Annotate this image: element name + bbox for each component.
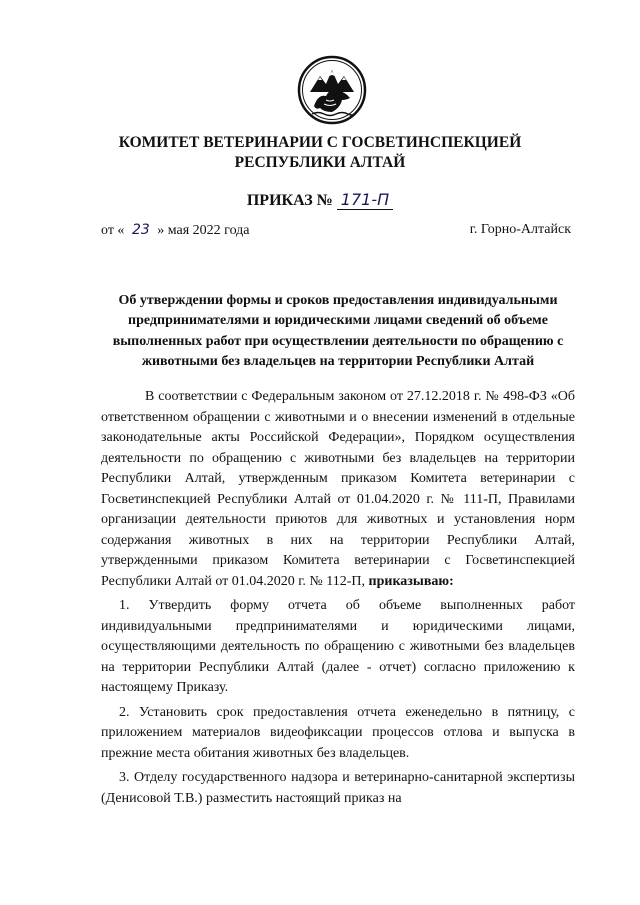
coat-of-arms-emblem [296, 54, 368, 126]
org-name-line-1: КОМИТЕТ ВЕТЕРИНАРИИ С ГОСВЕТИНСПЕКЦИЕЙ [118, 134, 522, 151]
order-item-1: 1. Утвердить форму отчета об объеме выполненных работ индивидуальными предпринимателями и юридическими лицами, осуществляющими деятельность по обращению с животными без владельцев на территории Республики Алтай (далее - отчет) согласно приложению к настоящему Приказу. [101, 598, 575, 695]
order-item-3: 3. Отделу государственного надзора и ветеринарно-санитарной экспертизы (Денисовой Т.В.) разместить настоящий приказ на [101, 770, 575, 806]
date-suffix: » мая 2022 года [157, 223, 250, 238]
order-number: 171-П [337, 190, 393, 210]
orders-word: приказываю: [368, 573, 454, 589]
order-label: ПРИКАЗ № [246, 192, 333, 209]
date-prefix: от « [101, 223, 125, 238]
order-date [101, 222, 250, 239]
date-day: 23 [131, 222, 150, 238]
order-body [101, 387, 575, 809]
order-item-2: 2. Установить срок предоставления отчета еженедельно в пятницу, с приложением материалов видеофиксации процессов отлова и выпуска в прежние места обитания животных без владельцев. [101, 704, 575, 761]
order-subject: Об утверждении формы и сроков предоставления индивидуальными предпринимателями и юридическими лицами сведений об объеме выполненных работ при осуществлении деятельности по обращению с животными без владельцев на территории Республики Алтай [112, 293, 564, 369]
preamble-paragraph [101, 387, 575, 592]
organization-name [0, 133, 640, 173]
order-title [0, 190, 640, 210]
order-city: г. Горно-Алтайск [469, 222, 571, 237]
org-name-line-2: РЕСПУБЛИКИ АЛТАЙ [234, 154, 406, 171]
preamble-text: В соответствии с Федеральным законом от 27.12.2018 г. № 498-ФЗ «Об ответственном обращении с животными и о внесении изменений в отдельные законодательные акты Российской Федерации», Порядком осуществления деятельности по обращению с животными без владельцев на территории Республики Алтай, утвержденным приказом Комитета ветеринарии с Госветинспекцией Республики Алтай от 01.04.2020 г. № 111-П, Правилами организации деятельности приютов для животных и установления норм содержания животных в них на территории Республики Алтай, утвержденными приказом Комитета ветеринарии с Госветинспекцией Республики Алтай от 01.04.2020 г. № 112-П, [101, 389, 575, 589]
